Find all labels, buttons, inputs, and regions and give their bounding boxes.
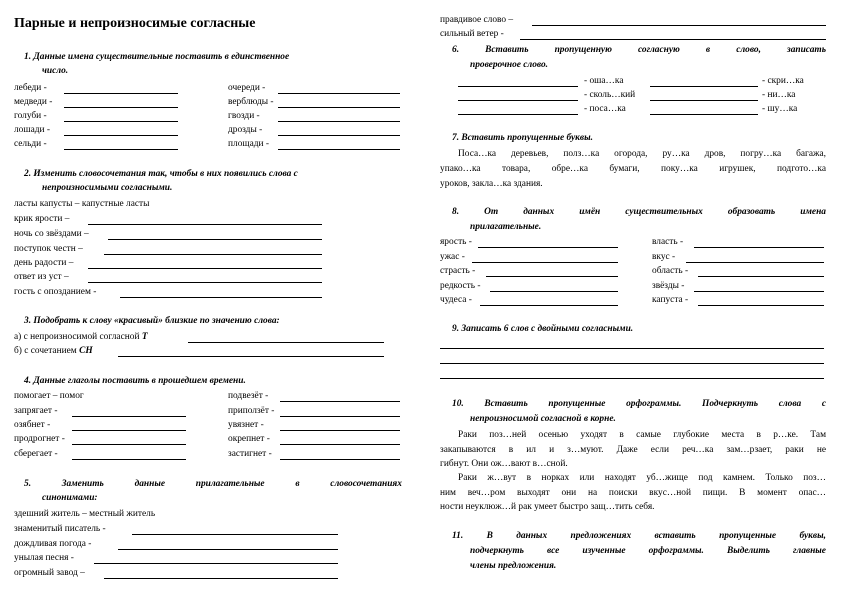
answer-line[interactable] — [490, 291, 618, 292]
heading-word: согласную — [638, 45, 680, 55]
text-line: Раки ж…вут в норках или находят уб…жище под камнем. Только поз… — [458, 473, 826, 483]
task-8-heading-cont: прилагательные. — [470, 222, 542, 232]
task-8-item: редкость - — [440, 281, 481, 291]
task-11-heading-cont — [470, 547, 826, 556]
task-3-option-a — [14, 333, 148, 342]
heading-word: существительных — [625, 207, 703, 217]
task-11-heading — [452, 532, 826, 541]
task-9-heading: 9. Записать 6 слов с двойными согласными. — [452, 324, 634, 334]
answer-line[interactable] — [440, 348, 824, 349]
heading-word: Вставить — [485, 45, 529, 55]
task-5-item: огромный завод – — [14, 568, 85, 578]
answer-line[interactable] — [64, 107, 178, 108]
carryover-item: правдивое слово – — [440, 15, 514, 25]
task-2-item: ночь со звёздами – — [14, 229, 89, 239]
task-1-item: очереди - — [228, 83, 266, 93]
answer-line[interactable] — [132, 534, 338, 535]
task-5-example: здешний житель – местный житель — [14, 509, 156, 519]
task-2-item: день радости – — [14, 258, 74, 268]
task-3-option-b-text: б) с сочетанием — [14, 346, 80, 356]
task-2-example: ласты капусты – капустные ласты — [14, 199, 150, 209]
heading-word: данных — [516, 531, 548, 541]
heading-word: подчеркнуть — [470, 546, 524, 556]
task-6-word: - ни…ка — [762, 90, 796, 100]
answer-line[interactable] — [108, 239, 322, 240]
task-5-heading-cont: синонимами: — [42, 493, 98, 503]
text-line: закапываются в ил и з…муют. Даже если реч…ка зам…рзает, раки не — [440, 445, 826, 455]
text-line: упако…ка товара, обре…ка бумаги, поку…ка игрушек, подгото…ка — [440, 164, 826, 174]
heading-word: предложениях — [570, 531, 632, 541]
text-line: уроков, закла…ка здания. — [440, 179, 543, 189]
answer-line[interactable] — [64, 149, 178, 150]
task-4-item: застигнет - — [228, 449, 272, 459]
text-line: гибнут. Они ож…вают в…сной. — [440, 459, 568, 469]
answer-line[interactable] — [440, 378, 824, 379]
answer-line[interactable] — [278, 135, 400, 136]
carryover-item: сильный ветер - — [440, 29, 504, 39]
task-4-item: приползёт - — [228, 406, 275, 416]
text-line: ности неуклюж…й рак умеет быстро защ…тить себя. — [440, 502, 655, 512]
heading-word: все — [547, 546, 560, 556]
heading-word: От — [484, 207, 499, 217]
task-3-option-b — [14, 347, 93, 356]
text-line: Поса…ка деревьев, полз…ка огорода, ру…ка дров, погру…ка багажа, — [458, 149, 826, 159]
task-10-heading-cont: непроизносимой согласной в корне. — [470, 414, 616, 424]
task-2-item: гость с опозданием - — [14, 287, 97, 297]
answer-line[interactable] — [88, 268, 322, 269]
heading-word: с — [821, 399, 826, 409]
heading-word: пропущенную — [554, 45, 612, 55]
task-8-item: звёзды - — [652, 281, 685, 291]
task-1-item: гвозди - — [228, 111, 260, 121]
task-4-item: запрягает - — [14, 406, 58, 416]
task-1-item: верблюды - — [228, 97, 274, 107]
answer-line[interactable] — [94, 563, 338, 564]
heading-word: Вставить — [484, 399, 528, 409]
answer-line[interactable] — [698, 276, 824, 277]
answer-line[interactable] — [278, 121, 400, 122]
task-3-option-b-letter: СН — [79, 346, 93, 356]
task-6-heading-cont: проверочное слово. — [470, 60, 549, 70]
task-1-item: лебеди - — [14, 83, 47, 93]
heading-word: Выделить — [727, 546, 770, 556]
answer-line[interactable] — [650, 86, 758, 87]
task-11-heading-cont-2: члены предложения. — [470, 561, 557, 571]
heading-word: в — [705, 45, 711, 55]
answer-line[interactable] — [64, 93, 178, 94]
task-1-item: дрозды - — [228, 125, 263, 135]
answer-line[interactable] — [280, 416, 400, 417]
heading-word: данных — [523, 207, 555, 217]
answer-line[interactable] — [278, 107, 400, 108]
task-8-item: капуста - — [652, 295, 689, 305]
answer-line[interactable] — [104, 254, 322, 255]
task-8-item: область - — [652, 266, 689, 276]
answer-line[interactable] — [478, 247, 618, 248]
task-1-item: медведи - — [14, 97, 53, 107]
answer-line[interactable] — [650, 100, 758, 101]
answer-line[interactable] — [104, 578, 338, 579]
answer-line[interactable] — [686, 262, 824, 263]
task-2-heading: 2. Изменить словосочетания так, чтобы в них появились слова с — [24, 169, 298, 179]
answer-line[interactable] — [280, 444, 400, 445]
answer-line[interactable] — [64, 121, 178, 122]
answer-line[interactable] — [188, 342, 384, 343]
task-2-item: поступок честн – — [14, 244, 83, 254]
answer-line[interactable] — [458, 114, 578, 115]
task-1-heading: 1. Данные имена существительные поставить в единственное — [24, 52, 290, 62]
heading-word: орфограммы. — [648, 546, 704, 556]
heading-word: вставить — [654, 531, 696, 541]
heading-word: образовать — [727, 207, 776, 217]
task-4-item: подвезёт - — [228, 391, 269, 401]
heading-word: пропущенные — [719, 531, 777, 541]
answer-line[interactable] — [650, 114, 758, 115]
answer-line[interactable] — [698, 305, 824, 306]
task-1-item: площади - — [228, 139, 270, 149]
task-5-heading — [24, 480, 402, 489]
answer-line[interactable] — [72, 444, 186, 445]
task-6-word: - оша…ка — [584, 76, 624, 86]
answer-line[interactable] — [118, 356, 384, 357]
answer-line[interactable] — [120, 297, 322, 298]
heading-word: 6. — [452, 45, 460, 55]
task-4-item: сберегает - — [14, 449, 58, 459]
task-4-item: продрогнет - — [14, 434, 65, 444]
answer-line[interactable] — [486, 276, 618, 277]
task-1-heading-cont: число. — [42, 66, 69, 76]
task-8-item: чудеса - — [440, 295, 472, 305]
heading-word: 11. — [452, 531, 464, 541]
text-line: ним веч…ром выходят они на поиски вкус…ной пищи. В момент опас… — [440, 488, 826, 498]
heading-word: В — [486, 531, 493, 541]
heading-word: Подчеркнуть — [702, 399, 759, 409]
heading-word: словосочетаниях — [330, 479, 402, 489]
task-1-item: голуби - — [14, 111, 47, 121]
task-7-heading: 7. Вставить пропущенные буквы. — [452, 133, 593, 143]
heading-word: в — [295, 479, 300, 489]
task-3-option-a-letter: Т — [141, 332, 148, 342]
task-6-heading — [452, 46, 826, 55]
task-2-heading-cont: непроизносимыми согласными. — [42, 183, 173, 193]
task-4-heading: 4. Данные глаголы поставить в прошедшем времени. — [24, 376, 246, 386]
answer-line[interactable] — [480, 305, 618, 306]
task-4-example: помогает – помог — [14, 391, 84, 401]
task-6-word: - поса…ка — [584, 104, 626, 114]
answer-line[interactable] — [72, 459, 186, 460]
task-3-option-a-text: а) с непроизносимой согласной — [14, 332, 142, 342]
answer-line[interactable] — [532, 25, 826, 26]
task-5-item: дождливая погода - — [14, 539, 92, 549]
task-8-item: страсть - — [440, 266, 476, 276]
heading-word: имена — [800, 207, 826, 217]
answer-line[interactable] — [694, 247, 824, 248]
heading-word: слова — [778, 399, 802, 409]
heading-word: имён — [579, 207, 601, 217]
answer-line[interactable] — [458, 86, 578, 87]
answer-line[interactable] — [280, 459, 400, 460]
heading-word: пропущенные — [548, 399, 606, 409]
answer-line[interactable] — [72, 416, 186, 417]
heading-word: данные — [134, 479, 165, 489]
task-8-item: ярость - — [440, 237, 472, 247]
answer-line[interactable] — [440, 363, 824, 364]
answer-line[interactable] — [118, 549, 338, 550]
task-10-heading — [452, 400, 826, 409]
task-8-item: вкус - — [652, 252, 676, 262]
heading-word: 5. — [24, 479, 32, 489]
answer-line[interactable] — [278, 149, 400, 150]
heading-word: главные — [793, 546, 826, 556]
task-4-item: озябнет - — [14, 420, 51, 430]
answer-line[interactable] — [88, 282, 322, 283]
answer-line[interactable] — [520, 39, 826, 40]
task-6-word: - скри…ка — [762, 76, 804, 86]
task-5-item: знаменитый писатель - — [14, 524, 106, 534]
task-8-item: ужас - — [440, 252, 465, 262]
answer-line[interactable] — [278, 93, 400, 94]
task-6-word: - сколь…кий — [584, 90, 636, 100]
task-4-item: окрепнет - — [228, 434, 270, 444]
heading-word: записать — [787, 45, 826, 55]
answer-line[interactable] — [458, 100, 578, 101]
task-1-item: сельди - — [14, 139, 47, 149]
page-title: Парные и непроизносимые согласные — [14, 16, 256, 31]
answer-line[interactable] — [280, 430, 400, 431]
answer-line[interactable] — [694, 291, 824, 292]
task-1-item: лошади - — [14, 125, 50, 135]
heading-word: слово, — [736, 45, 761, 55]
task-6-word: - шу…ка — [762, 104, 798, 114]
task-2-item: ответ из уст – — [14, 272, 69, 282]
heading-word: орфограммы. — [626, 399, 682, 409]
heading-word: 10. — [452, 399, 464, 409]
answer-line[interactable] — [64, 135, 178, 136]
task-3-heading: 3. Подобрать к слову «красивый» близкие по значению слова: — [24, 316, 280, 326]
answer-line[interactable] — [88, 224, 322, 225]
answer-line[interactable] — [472, 262, 618, 263]
answer-line[interactable] — [280, 401, 400, 402]
text-line: Раки поз…ней осенью уходят в самые глубокие места в р…ке. Там — [458, 430, 826, 440]
heading-word: прилагательные — [195, 479, 265, 489]
heading-word: Заменить — [61, 479, 104, 489]
heading-word: 8. — [452, 207, 460, 217]
task-4-item: увязнет - — [228, 420, 264, 430]
task-8-item: власть - — [652, 237, 684, 247]
heading-word: изученные — [582, 546, 626, 556]
heading-word: буквы, — [799, 531, 826, 541]
task-2-item: крик ярости – — [14, 214, 70, 224]
answer-line[interactable] — [72, 430, 186, 431]
task-8-heading — [452, 208, 826, 217]
task-5-item: унылая песня - — [14, 553, 74, 563]
